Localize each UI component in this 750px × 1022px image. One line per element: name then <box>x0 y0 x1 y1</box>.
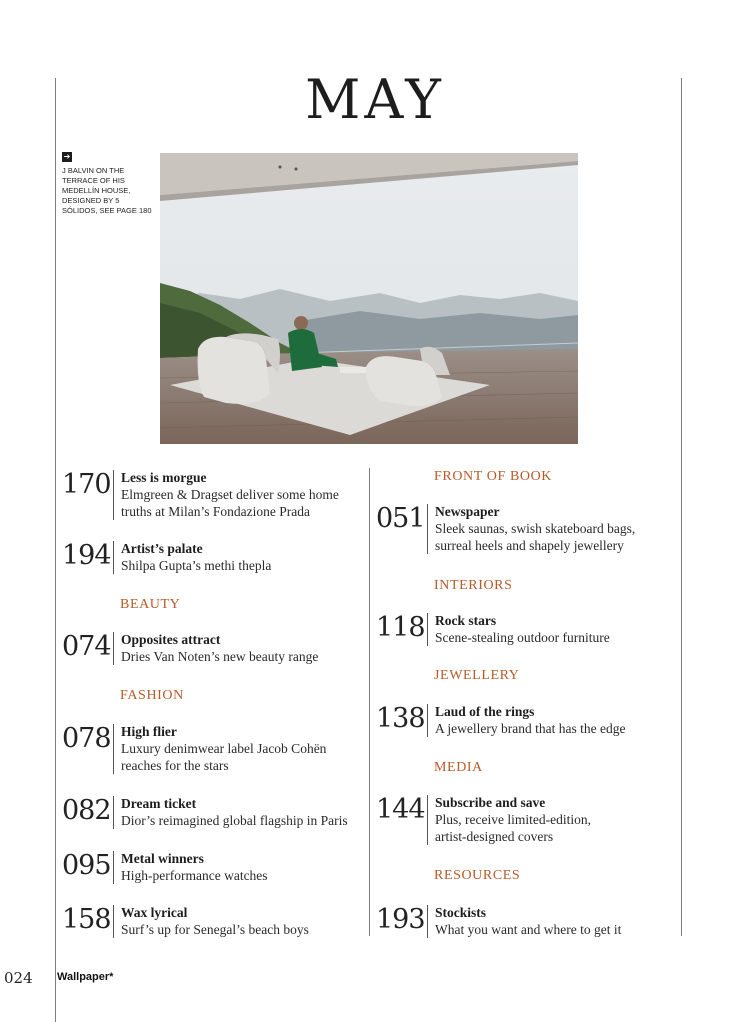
section-label-beauty: BEAUTY <box>120 597 181 612</box>
entry-desc: Surf’s up for Senegal’s beach boys <box>121 922 309 937</box>
entry-desc: A jewellery brand that has the edge <box>435 721 626 736</box>
section-label-jewellery: JEWELLERY <box>434 668 520 683</box>
page-number: 078 <box>62 723 111 754</box>
entry-title: Dream ticket <box>121 796 197 811</box>
right-margin-rule <box>681 78 682 936</box>
entry-title: Rock stars <box>435 613 497 628</box>
page-title: MAY <box>305 68 445 131</box>
page-number: 158 <box>62 904 111 935</box>
magazine-brand: Wallpaper* <box>57 971 114 983</box>
entry-desc: Luxury denimwear label Jacob Cohën <box>121 741 327 756</box>
arrow-right-icon: ➔ <box>63 152 71 161</box>
entry-desc: surreal heels and shapely jewellery <box>435 538 624 553</box>
feature-photo <box>160 153 578 444</box>
entry-title: Less is morgue <box>121 470 207 485</box>
page-number: 118 <box>376 612 425 643</box>
entry-title: Subscribe and save <box>435 795 546 810</box>
section-label-media: MEDIA <box>434 760 483 775</box>
page-number: 170 <box>62 469 111 500</box>
page-number: 082 <box>62 795 111 826</box>
entry-desc: Plus, receive limited-edition, <box>435 812 591 827</box>
entry-title: Metal winners <box>121 851 204 866</box>
entry-title: Artist’s palate <box>121 541 203 556</box>
entry-desc: High-performance watches <box>121 868 268 883</box>
section-label-interiors: INTERIORS <box>434 578 513 593</box>
entry-title: Wax lyrical <box>121 905 188 920</box>
entry-desc: artist-designed covers <box>435 829 554 844</box>
entry-desc: reaches for the stars <box>121 758 229 773</box>
left-margin-rule <box>55 78 56 1022</box>
entry-desc: Elmgreen & Dragset deliver some home <box>121 487 339 502</box>
entry-title: High flier <box>121 724 177 739</box>
page-number: 095 <box>62 850 111 881</box>
entry-desc: What you want and where to get it <box>435 922 622 937</box>
entry-desc: Shilpa Gupta’s methi thepla <box>121 558 272 573</box>
entry-desc: Sleek saunas, swish skateboard bags, <box>435 521 636 536</box>
section-label-front-of-book: FRONT OF BOOK <box>434 469 553 484</box>
entry-desc: truths at Milan’s Fondazione Prada <box>121 504 310 519</box>
section-label-resources: RESOURCES <box>434 868 521 883</box>
photo-caption: J BALVIN ON THE TERRACE OF HIS MEDELLÍN HOUSE, DESIGNED BY 5 SÓLIDOS, SEE PAGE 180 <box>62 166 152 215</box>
section-label-fashion: FASHION <box>120 688 184 703</box>
entry-title: Laud of the rings <box>435 704 535 719</box>
entry-title: Newspaper <box>435 504 500 519</box>
entry-desc: Dior’s reimagined global flagship in Paris <box>121 813 348 828</box>
page-number: 051 <box>376 503 425 534</box>
folio-page-number: 024 <box>4 969 33 987</box>
page-number: 074 <box>62 631 111 662</box>
page-number: 193 <box>376 904 425 935</box>
page-number: 194 <box>62 540 111 571</box>
entry-title: Stockists <box>435 905 487 920</box>
entry-desc: Dries Van Noten’s new beauty range <box>121 649 319 664</box>
entry-title: Opposites attract <box>121 632 221 647</box>
page-number: 138 <box>376 703 425 734</box>
page-number: 144 <box>376 794 425 825</box>
entry-desc: Scene-stealing outdoor furniture <box>435 630 610 645</box>
